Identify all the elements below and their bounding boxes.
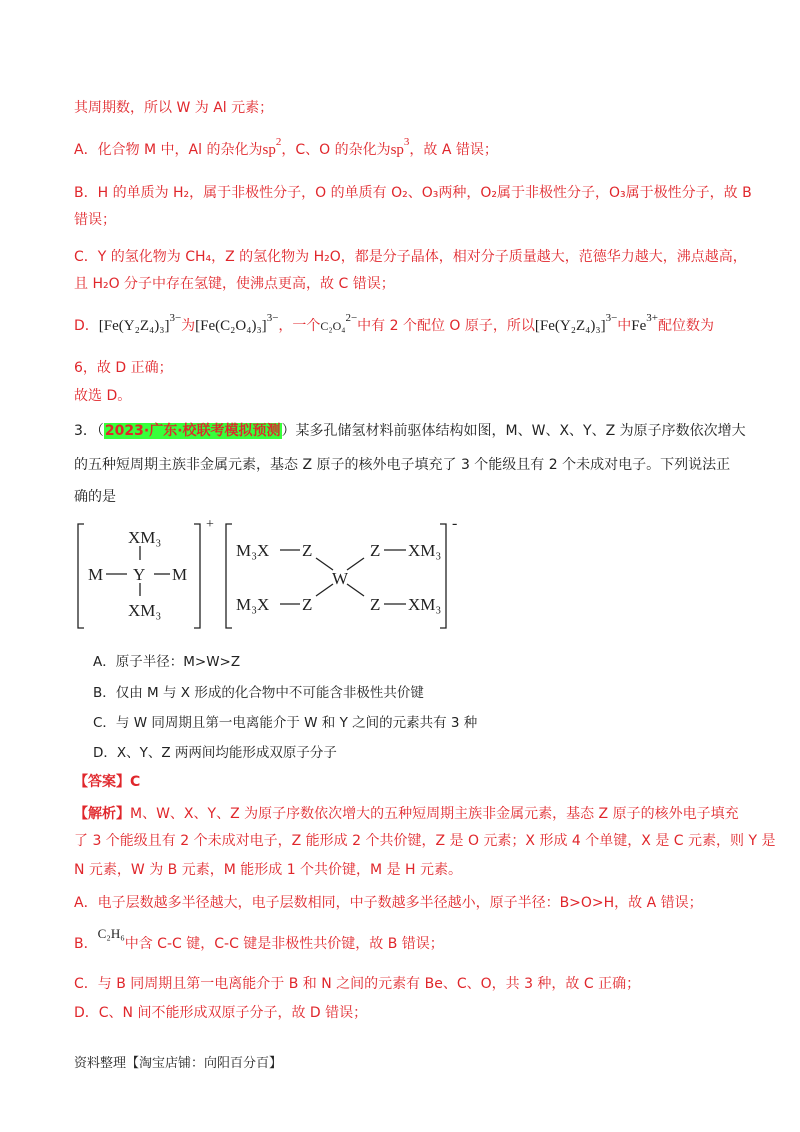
text-line: C．Y 的氢化物为 CH₄，Z 的氢化物为 H₂O，都是分子晶体，相对分子质量越大，范德华力越大，沸点越高， [74,249,747,265]
answer: 【答案】C [74,774,141,790]
formula: $[Fe(C_2O_4)_3]^{3-}$ [195,312,279,334]
label-xm3: XM₃ [128,528,162,547]
label-z: Z [370,595,381,614]
charge-plus: + [206,517,214,532]
option-d[interactable]: D．X、Y、Z 两两间均能形成双原子分子 [93,745,337,761]
question-stem: 3．（2023·广东·校联考模拟预测）某多孔储氢材料前驱体结构如图，M、W、X、Y、Z 为原子序数依次增大 [74,423,746,439]
question-stem: 的五种短周期主族非金属元素，基态 Z 原子的核外电子填充了 3 个能级且有 2 个未成对电子。下列说法正 [74,457,731,473]
footer-text: 资料整理【淘宝店铺：向阳百分百】 [74,1056,283,1071]
text-line: D．$[Fe(Y_2Z_4)_3]^{3-}$为$[Fe(C_2O_4)_3]^{3-}$，一个C₂O₄2−中有 2 个配位 O 原子，所以$[Fe(Y_2Z_4)_3]^{3-}$中$Fe^{3+}$配位数为 [74,312,715,334]
option-b[interactable]: B．仅由 M 与 X 形成的化合物中不可能含非极性共价键 [93,685,424,701]
label-m: M [88,565,104,584]
structure-diagram [0,512,800,642]
text-line: 故选 D。 [74,388,132,404]
analysis-line: C．与 B 同周期且第一电离能介于 B 和 N 之间的元素有 Be、C、O，共 3 种，故 C 正确； [74,976,641,992]
text-line: A．化合物 M 中，Al 的杂化为$sp^2$，C、O 的杂化为$sp^3$，故 A 错误； [74,136,498,158]
label-y: Y [133,565,146,584]
label-m3x: M₃X [236,595,270,614]
formula: $[Fe(Y_2Z_4)_3]^{3-}$ [98,312,182,334]
formula: $sp^3$ [390,136,410,158]
text-line: 其周期数，所以 W 为 Al 元素； [74,100,274,116]
analysis-line: N 元素，W 为 B 元素，M 能形成 1 个共价键，M 是 H 元素。 [74,862,463,878]
question-stem: 确的是 [74,489,116,505]
text-line: 且 H₂O 分子中存在氢键，使沸点更高，故 C 错误； [74,276,395,292]
charge-minus: - [452,515,458,532]
formula: $[Fe(Y_2Z_4)_3]^{3-}$ [534,312,618,334]
text-line: 错误； [74,212,116,228]
label-xm3: XM₃ [128,601,162,620]
analysis-line: A．电子层数越多半径越大，电子层数相同，中子数越多半径越小，原子半径：B>O>H，故 A 错误； [74,895,703,911]
label-m: M [172,565,188,584]
text-line: B．H 的单质为 H₂，属于非极性分子，O 的单质有 O₂、O₃两种，O₂属于非极性分子，O₃属于极性分子，故 B [74,185,752,201]
label-m3x: M₃X [236,541,270,560]
analysis-line: 【解析】M、W、X、Y、Z 为原子序数依次增大的五种短周期主族非金属元素，基态 Z 原子的核外电子填充 [74,806,739,822]
formula: $sp^2$ [262,136,282,158]
text-line: 6，故 D 正确； [74,360,173,376]
label-xm3: XM₃ [408,595,442,614]
label-z: Z [302,595,313,614]
formula: C₂H₆ [97,926,125,941]
analysis-line: B．C₂H₆中含 C-C 键，C-C 键是非极性共价键，故 B 错误； [74,926,444,952]
label-xm3: XM₃ [408,541,442,560]
option-a[interactable]: A．原子半径：M>W>Z [93,654,241,670]
source-tag: 2023·广东·校联考模拟预测 [104,423,281,439]
formula: $Fe^{3+}$ [631,312,659,334]
label-z: Z [370,541,381,560]
option-c[interactable]: C．与 W 同周期且第一电离能介于 W 和 Y 之间的元素共有 3 种 [93,715,478,731]
label-z: Z [302,541,313,560]
analysis-line: D．C、N 间不能形成双原子分子，故 D 错误； [74,1005,368,1021]
label-w: W [332,569,349,588]
formula: C₂O₄2− [320,312,358,333]
analysis-line: 了 3 个能级且有 2 个未成对电子，Z 能形成 2 个共价键，Z 是 O 元素；X 形成 4 个单键，X 是 C 元素，则 Y 是 [74,833,776,849]
